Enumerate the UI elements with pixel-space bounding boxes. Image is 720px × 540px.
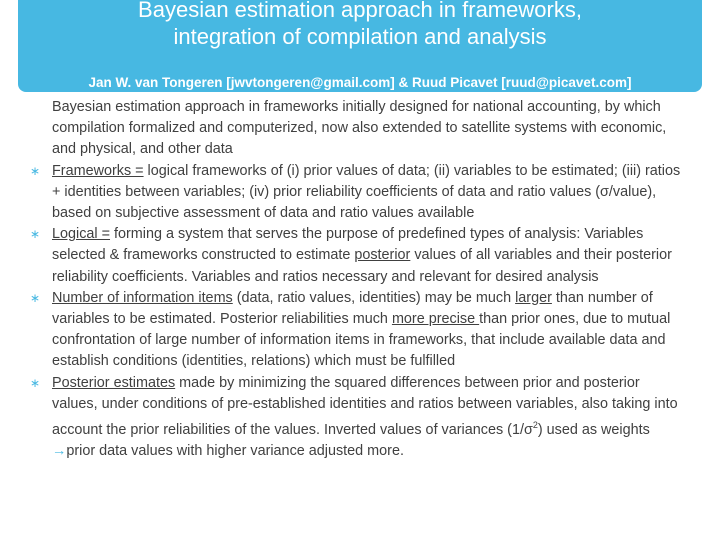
bullet-frameworks — [30, 161, 688, 225]
authors-line: Jan W. van Tongeren [jwvtongeren@gmail.com] & Ruud Picavet [ruud@picavet.com] — [88, 75, 632, 90]
bullet-text: ) used as weights — [537, 421, 650, 438]
term-posterior-estimates: Posterior estimates — [52, 374, 176, 391]
underlined-word: posterior — [354, 247, 411, 264]
title-banner — [18, 0, 702, 92]
slide-title-line-1: Bayesian estimation approach in frameworks, — [138, 0, 582, 22]
superscript-2: 2 — [532, 420, 538, 431]
underlined-word: more precise — [391, 311, 480, 328]
bullet-text: than number of variables to be estimated. Posterior reliabilities much — [52, 289, 653, 328]
underlined-word: larger — [515, 289, 552, 306]
bullet-text: logical frameworks of (i) prior values of data; (ii) variables to be estimated; (iii) ratios + identities between variables; (iv) prior reliability coefficients of data and ratio values (σ/value), based on subjective assessment of data and ratio values available — [52, 162, 681, 222]
bullet-star-icon: ∗ — [30, 290, 41, 305]
bullet-star-icon: ∗ — [30, 227, 41, 242]
bullet-text: made by minimizing the squared differences between prior and posterior values, under conditions of pre-established identities and ratios between variables, also taking into account the prior reliabilities of the values. Inverted values of variances (1/σ — [52, 374, 678, 438]
bullet-information-items — [30, 288, 688, 373]
arrow-right-icon: → — [52, 443, 67, 460]
bullet-text: prior data values with higher variance adjusted more. — [66, 443, 404, 460]
slide-title-line-2: integration of compilation and analysis — [173, 24, 547, 49]
term-number-of-information-items: Number of information items — [52, 289, 233, 306]
bullet-posterior-estimates — [30, 373, 688, 463]
slide-body — [28, 97, 688, 462]
intro-paragraph: Bayesian estimation approach in frameworks initially designed for national accounting, by which compilation formalized and computerized, now also extended to satellite systems with economic, and physical, and other data — [52, 99, 667, 158]
slide-title — [18, 0, 702, 50]
bullet-logical — [30, 224, 688, 288]
term-logical: Logical = — [52, 226, 111, 243]
bullet-star-icon: ∗ — [30, 163, 41, 178]
bullet-star-icon: ∗ — [30, 375, 41, 390]
term-frameworks: Frameworks = — [52, 162, 144, 179]
bullet-text: values of all variables and their posterior reliability coefficients. Variables and ratios necessary and relevant for desired analysis — [52, 247, 672, 285]
bullet-text: (data, ratio values, identities) may be much — [232, 289, 516, 306]
bullet-text: forming a system that serves the purpose of predefined types of analysis: Variables selected & frameworks constructed to estimate — [52, 226, 644, 264]
bullet-text: than prior ones, due to mutual confrontation of large number of information items in frameworks, that include available data and establish conditions (identities, relations) which must be fulfilled — [52, 311, 671, 370]
